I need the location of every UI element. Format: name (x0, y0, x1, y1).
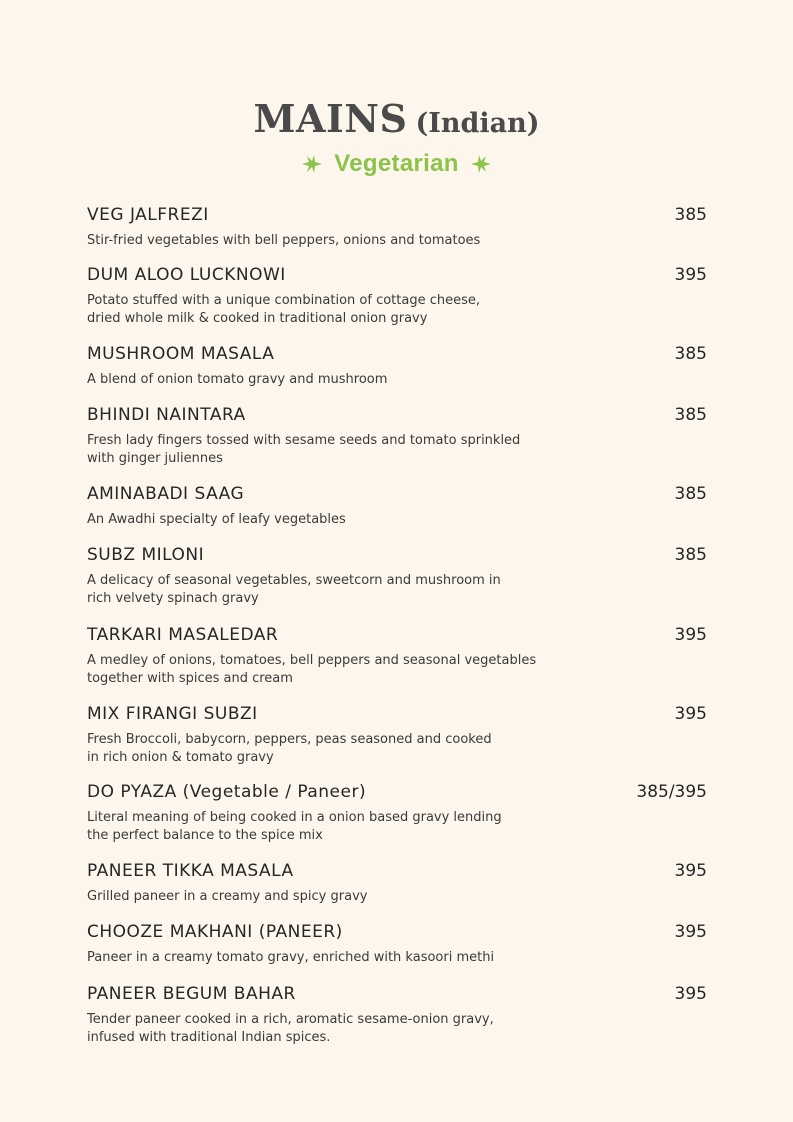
menu-item-description: A blend of onion tomato gravy and mushroom (87, 372, 388, 387)
menu-item (87, 405, 707, 468)
page-title-main: MAINS (253, 96, 408, 141)
menu-item-header (87, 625, 707, 645)
menu-item-header (87, 545, 707, 565)
menu-item-name: DO PYAZA (Vegetable / Paneer) (87, 782, 367, 802)
menu-item-description: Literal meaning of being cooked in a onion based gravy lending the perfect balance to the spice mix (87, 810, 502, 843)
menu-item-name: PANEER TIKKA MASALA (87, 861, 294, 881)
menu-item-price: 395 (674, 984, 707, 1004)
menu-item (87, 704, 707, 767)
menu-item-price: 385 (674, 205, 707, 225)
menu-item (87, 545, 707, 608)
menu-item-price: 395 (674, 922, 707, 942)
menu-item-description: Grilled paneer in a creamy and spicy gravy (87, 889, 368, 904)
menu-item-description: An Awadhi specialty of leafy vegetables (87, 512, 346, 527)
menu-item-header (87, 861, 707, 881)
menu-item (87, 922, 707, 967)
menu-item-name: DUM ALOO LUCKNOWI (87, 265, 286, 285)
menu-item-header (87, 344, 707, 364)
menu-item-price: 395 (674, 265, 707, 285)
menu-item-description: Potato stuffed with a unique combination of cottage cheese, dried whole milk & cooked in traditional onion gravy (87, 293, 481, 326)
menu-item-header (87, 922, 707, 942)
menu-item (87, 984, 707, 1047)
menu-item-header (87, 984, 707, 1004)
menu-item-price: 395 (674, 861, 707, 881)
menu-item-name: MUSHROOM MASALA (87, 344, 275, 364)
section-title: Vegetarian (334, 150, 459, 177)
menu-item-header (87, 265, 707, 285)
menu-item-name: PANEER BEGUM BAHAR (87, 984, 296, 1004)
menu-item-header (87, 205, 707, 225)
menu-item (87, 625, 707, 688)
menu-item-description: Tender paneer cooked in a rich, aromatic sesame-onion gravy, infused with traditional Indian spices. (87, 1012, 494, 1045)
leaf-ornament-left-icon (300, 153, 324, 175)
section-heading (0, 150, 793, 178)
menu-item-description: Paneer in a creamy tomato gravy, enriched with kasoori methi (87, 950, 495, 965)
menu-item-price: 385 (674, 344, 707, 364)
menu-item-description: Fresh lady fingers tossed with sesame seeds and tomato sprinkled with ginger juliennes (87, 433, 521, 466)
page-title-suffix: (Indian) (415, 108, 540, 139)
menu-item-name: VEG JALFREZI (87, 205, 209, 225)
menu-item-name: BHINDI NAINTARA (87, 405, 246, 425)
menu-item-description: A delicacy of seasonal vegetables, sweetcorn and mushroom in rich velvety spinach gravy (87, 573, 501, 606)
leaf-ornament-right-icon (469, 153, 493, 175)
menu-item (87, 205, 707, 250)
menu-item-name: CHOOZE MAKHANI (PANEER) (87, 922, 343, 942)
menu-item-price: 395 (674, 625, 707, 645)
menu-item (87, 265, 707, 328)
menu-item-header (87, 484, 707, 504)
menu-item-price: 385/395 (636, 782, 707, 802)
menu-item (87, 861, 707, 906)
menu-item-price: 395 (674, 704, 707, 724)
menu-item-header (87, 704, 707, 724)
menu-item-header (87, 782, 707, 802)
menu-item-price: 385 (674, 484, 707, 504)
menu-item-name: TARKARI MASALEDAR (87, 625, 279, 645)
page-title (0, 96, 793, 141)
menu-item-header (87, 405, 707, 425)
menu-item-description: A medley of onions, tomatoes, bell peppers and seasonal vegetables together with spices and cream (87, 653, 537, 686)
menu-item (87, 782, 707, 845)
menu-item-name: MIX FIRANGI SUBZI (87, 704, 258, 724)
menu-item-description: Stir-fried vegetables with bell peppers, onions and tomatoes (87, 233, 481, 248)
menu-item-description: Fresh Broccoli, babycorn, peppers, peas seasoned and cooked in rich onion & tomato gravy (87, 732, 492, 765)
menu-item-name: AMINABADI SAAG (87, 484, 245, 504)
menu-item (87, 484, 707, 529)
menu-item-name: SUBZ MILONI (87, 545, 205, 565)
menu-item-price: 385 (674, 405, 707, 425)
menu-item (87, 344, 707, 389)
menu-item-price: 385 (674, 545, 707, 565)
